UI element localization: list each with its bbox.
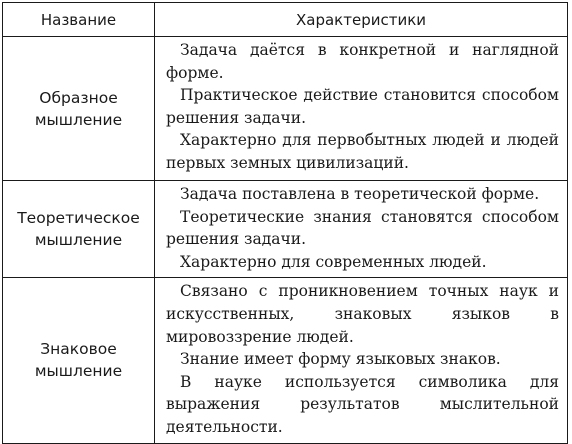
row-name-line: мышление [34,362,123,381]
header-row [3,3,568,37]
table-row [3,278,568,443]
characteristic-paragraph: Практическое действие становится способом решения задачи. [166,86,559,127]
characteristic-paragraph: Знание имеет форму языковых знаков. [180,350,501,369]
table-row [3,37,568,181]
row-name-line: Теоретическое [17,209,140,228]
row-name-line: Знаковое [40,340,117,359]
row-name-cell [3,37,155,181]
table-row [3,181,568,278]
characteristic-paragraph: Теоретические знания становятся способом решения задачи. [166,207,559,249]
row-name-line: мышление [34,110,123,129]
characteristic-paragraph: Характерно для первобытных людей и людей первых земных цивилизаций. [166,131,559,172]
characteristic-paragraph: Задача поставлена в теоретической форме. [180,185,540,203]
characteristic-paragraph: Связано с проникновением точных наук и искусственных, знаковых языков в мировоззрение людей. [166,282,559,346]
row-characteristics-cell [155,181,568,278]
header-name: Название [3,3,155,37]
characteristic-paragraph: Характерно для современных людей. [180,252,487,271]
row-name-cell [3,278,155,443]
thinking-types-table [2,2,568,444]
header-characteristics: Характеристики [155,3,568,37]
characteristic-paragraph: Задача даётся в конкретной и наглядной форме. [166,41,559,82]
row-characteristics-cell [155,37,568,181]
row-characteristics-cell [155,278,568,443]
row-name-line: Образное [39,88,118,107]
row-name-cell [3,181,155,278]
characteristic-paragraph: В науке используется символика для выражения результатов мыслительной деятельности. [166,372,559,436]
row-name-line: мышление [34,231,123,250]
